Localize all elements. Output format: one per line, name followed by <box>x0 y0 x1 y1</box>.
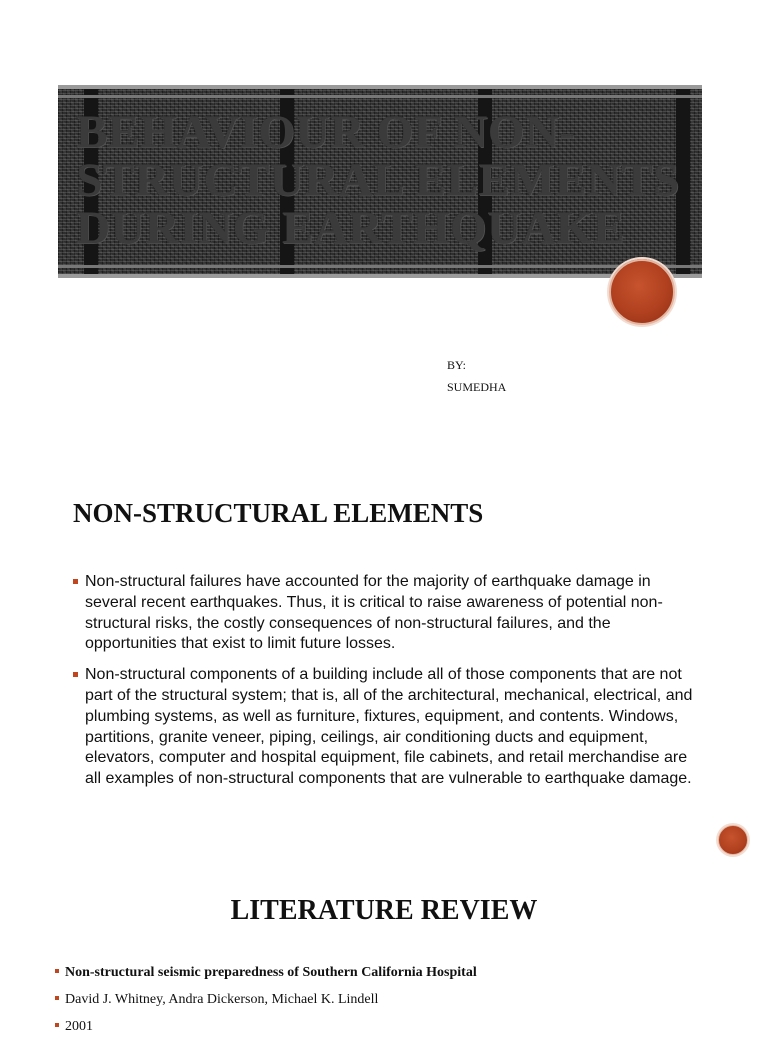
paper-title: Non-structural seismic preparedness of Southern California Hospital <box>65 965 477 980</box>
square-bullet-icon <box>55 969 59 973</box>
bullet-list <box>73 572 703 800</box>
decorative-circle-icon <box>718 825 748 855</box>
list-item <box>73 572 703 655</box>
author-name: SUMEDHA <box>447 380 507 394</box>
title-slide <box>0 0 768 445</box>
by-label: BY: <box>447 358 466 372</box>
list-item <box>55 986 477 1013</box>
list-item <box>73 665 703 790</box>
square-bullet-icon <box>55 996 59 1000</box>
square-bullet-icon <box>73 672 78 677</box>
content-slide <box>0 445 768 865</box>
literature-title: LITERATURE REVIEW <box>230 895 538 926</box>
paper-authors: David J. Whitney, Andra Dickerson, Michael K. Lindell <box>65 992 379 1007</box>
presentation-title: BEHAVIOUR OF NON-STRUCTURAL ELEMENTS DURING EARTHQUAKE <box>76 106 680 254</box>
section-title: NON-STRUCTURAL ELEMENTS <box>73 498 484 528</box>
decorative-circle-icon <box>609 259 675 325</box>
literature-list <box>55 959 477 1040</box>
bullet-text: Non-structural components of a building include all of those components that are not part of the structural system; that is, all of the architectural, mechanical, electrical, and plumbing systems, as well as furniture, fixtures, equipment, and contents. Windows, partitions, granite veneer, piping, ceilings, air conditioning ducts and equipment, elevators, computer and hospital equipment, file cabinets, and retail merchandise are all examples of non-structural components that are vulnerable to earthquake damage. <box>85 666 693 788</box>
bullet-text: Non-structural failures have accounted for the majority of earthquake damage in several recent earthquakes. Thus, it is critical to raise awareness of potential non-structural risks, the costly consequences of non-structural failures, and the opportunities that exist to limit future losses. <box>85 573 663 653</box>
square-bullet-icon <box>73 579 78 584</box>
list-item <box>55 959 477 986</box>
paper-year: 2001 <box>65 1019 93 1034</box>
byline <box>447 354 506 398</box>
square-bullet-icon <box>55 1023 59 1027</box>
literature-slide <box>0 865 768 1034</box>
list-item <box>55 1013 477 1040</box>
